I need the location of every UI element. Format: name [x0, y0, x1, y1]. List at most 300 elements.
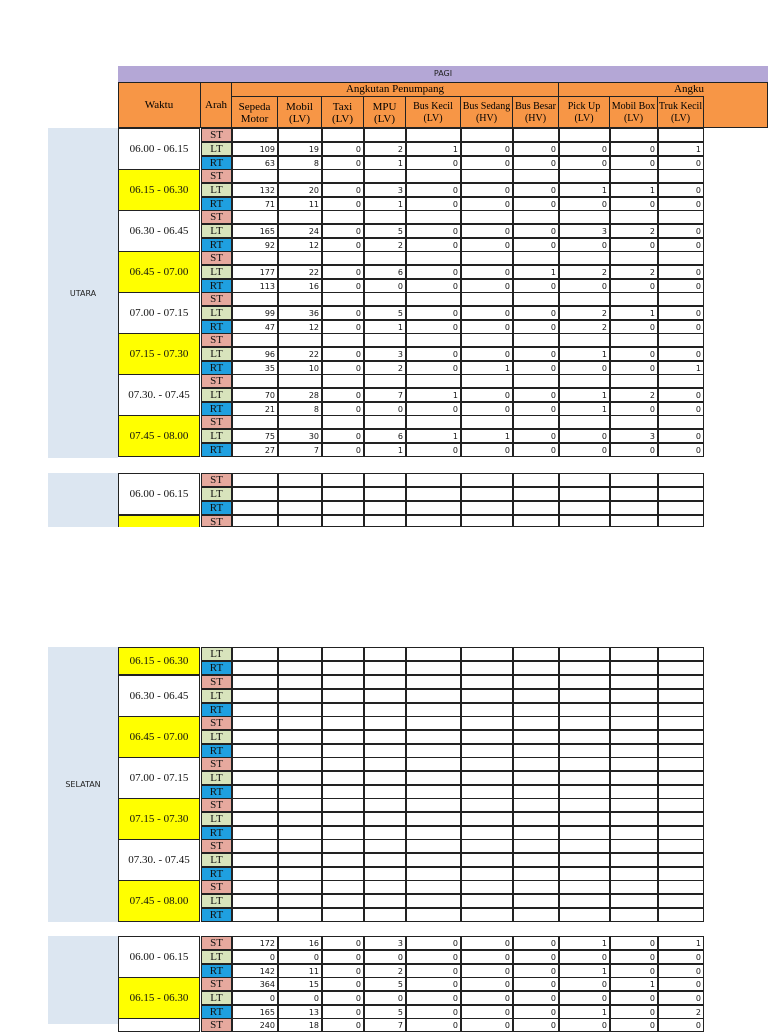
count-cell: 0: [406, 361, 461, 375]
count-cell: [658, 689, 704, 703]
count-cell: [322, 515, 364, 527]
count-cell: 0: [406, 197, 461, 211]
count-cell: [322, 880, 364, 894]
time-slot: 06.30 - 06.45: [118, 210, 200, 252]
count-cell: [513, 894, 559, 908]
count-cell: [364, 716, 406, 730]
count-cell: [278, 333, 322, 347]
time-slot: 06.15 - 06.30: [118, 647, 200, 675]
count-cell: [610, 661, 658, 675]
count-cell: 0: [513, 402, 559, 416]
count-cell: [658, 333, 704, 347]
count-cell: [364, 128, 406, 142]
count-cell: 63: [232, 156, 278, 170]
count-cell: 0: [461, 991, 513, 1005]
count-cell: [461, 894, 513, 908]
count-cell: 0: [610, 320, 658, 334]
count-cell: 177: [232, 265, 278, 279]
count-cell: [232, 333, 278, 347]
count-cell: [461, 292, 513, 306]
time-slot: 07.45 - 08.00: [118, 415, 200, 457]
count-cell: [406, 785, 461, 799]
direction-block-4: [48, 936, 118, 1024]
count-cell: 0: [406, 320, 461, 334]
count-cell: [278, 487, 322, 501]
count-cell: [559, 853, 610, 867]
count-cell: [559, 515, 610, 527]
count-cell: [513, 757, 559, 771]
count-cell: [658, 853, 704, 867]
count-cell: [406, 853, 461, 867]
count-cell: 0: [513, 320, 559, 334]
count-cell: 0: [658, 991, 704, 1005]
count-cell: [364, 798, 406, 812]
count-cell: [278, 716, 322, 730]
count-cell: 0: [322, 388, 364, 402]
count-cell: 0: [322, 950, 364, 964]
count-cell: 70: [232, 388, 278, 402]
count-cell: [559, 210, 610, 224]
count-cell: [610, 867, 658, 881]
count-cell: 0: [658, 964, 704, 978]
count-cell: [513, 251, 559, 265]
count-cell: [278, 210, 322, 224]
count-cell: 0: [322, 197, 364, 211]
count-cell: [364, 210, 406, 224]
time-slot: 07.15 - 07.30: [118, 798, 200, 840]
count-cell: [461, 251, 513, 265]
time-slot: 07.00 - 07.15: [118, 292, 200, 334]
count-cell: [232, 812, 278, 826]
arah-st: ST: [201, 839, 232, 853]
count-cell: [559, 771, 610, 785]
count-cell: 0: [610, 991, 658, 1005]
arah-st: ST: [201, 798, 232, 812]
count-cell: [232, 785, 278, 799]
arah-lt: LT: [201, 265, 232, 279]
count-cell: [322, 908, 364, 922]
count-cell: 0: [658, 156, 704, 170]
count-cell: [559, 473, 610, 487]
count-cell: [364, 839, 406, 853]
count-cell: 20: [278, 183, 322, 197]
count-cell: [658, 785, 704, 799]
count-cell: [610, 333, 658, 347]
count-cell: 2: [610, 265, 658, 279]
time-slot: 07.00 - 07.15: [118, 757, 200, 799]
count-cell: 1: [559, 964, 610, 978]
count-cell: 0: [610, 950, 658, 964]
arah-lt: LT: [201, 894, 232, 908]
count-cell: 0: [658, 443, 704, 457]
count-cell: [406, 716, 461, 730]
count-cell: [322, 473, 364, 487]
count-cell: [513, 716, 559, 730]
arah-lt: LT: [201, 183, 232, 197]
count-cell: [232, 374, 278, 388]
count-cell: [461, 487, 513, 501]
count-cell: [658, 826, 704, 840]
arah-lt: LT: [201, 224, 232, 238]
count-cell: [461, 826, 513, 840]
count-cell: [658, 675, 704, 689]
count-cell: [610, 908, 658, 922]
count-cell: [278, 703, 322, 717]
count-cell: [610, 501, 658, 515]
count-cell: [278, 785, 322, 799]
arah-st: ST: [201, 757, 232, 771]
count-cell: [232, 210, 278, 224]
arah-st: ST: [201, 292, 232, 306]
angkutan-barang-header: Angku: [559, 82, 704, 97]
count-cell: 0: [406, 306, 461, 320]
count-cell: [232, 798, 278, 812]
count-cell: [278, 501, 322, 515]
count-cell: [610, 473, 658, 487]
count-cell: 0: [278, 950, 322, 964]
count-cell: [364, 374, 406, 388]
count-cell: 1: [406, 142, 461, 156]
count-cell: [406, 703, 461, 717]
arah-rt: RT: [201, 908, 232, 922]
count-cell: [232, 647, 278, 661]
count-cell: [559, 374, 610, 388]
count-cell: [513, 853, 559, 867]
arah-st: ST: [201, 169, 232, 183]
count-cell: 10: [278, 361, 322, 375]
arah-rt: RT: [201, 744, 232, 758]
column-header: Bus Sedang (HV): [461, 97, 513, 128]
count-cell: 24: [278, 224, 322, 238]
count-cell: [232, 169, 278, 183]
count-cell: 1: [364, 197, 406, 211]
count-cell: [610, 210, 658, 224]
count-cell: [559, 292, 610, 306]
count-cell: 0: [461, 279, 513, 293]
count-cell: 132: [232, 183, 278, 197]
count-cell: [278, 689, 322, 703]
count-cell: 0: [322, 1005, 364, 1019]
count-cell: [513, 675, 559, 689]
count-cell: [610, 128, 658, 142]
arah-lt: LT: [201, 771, 232, 785]
count-cell: [364, 826, 406, 840]
count-cell: [364, 647, 406, 661]
count-cell: [278, 473, 322, 487]
count-cell: 2: [364, 238, 406, 252]
count-cell: [559, 689, 610, 703]
count-cell: [322, 894, 364, 908]
count-cell: [232, 292, 278, 306]
count-cell: [406, 515, 461, 527]
count-cell: [461, 880, 513, 894]
count-cell: 0: [322, 1018, 364, 1032]
count-cell: [232, 826, 278, 840]
count-cell: [406, 501, 461, 515]
arah-lt: LT: [201, 950, 232, 964]
count-cell: [513, 210, 559, 224]
count-cell: [322, 647, 364, 661]
count-cell: [658, 908, 704, 922]
count-cell: [364, 689, 406, 703]
count-cell: 5: [364, 1005, 406, 1019]
count-cell: 11: [278, 197, 322, 211]
count-cell: 0: [559, 950, 610, 964]
count-cell: [461, 515, 513, 527]
count-cell: 0: [559, 429, 610, 443]
count-cell: [232, 703, 278, 717]
count-cell: [278, 853, 322, 867]
arah-st: ST: [201, 977, 232, 991]
arah-rt: RT: [201, 320, 232, 334]
count-cell: [322, 839, 364, 853]
count-cell: [322, 210, 364, 224]
arah-rt: RT: [201, 197, 232, 211]
count-cell: 0: [406, 402, 461, 416]
count-cell: [559, 839, 610, 853]
count-cell: 15: [278, 977, 322, 991]
count-cell: [513, 867, 559, 881]
count-cell: 0: [406, 1005, 461, 1019]
count-cell: 1: [559, 388, 610, 402]
arah-st: ST: [201, 415, 232, 429]
count-cell: [322, 757, 364, 771]
count-cell: [559, 744, 610, 758]
count-cell: [406, 415, 461, 429]
arah-st: ST: [201, 210, 232, 224]
count-cell: 1: [610, 977, 658, 991]
count-cell: [658, 647, 704, 661]
count-cell: [364, 292, 406, 306]
count-cell: 0: [406, 950, 461, 964]
count-cell: 1: [513, 265, 559, 279]
count-cell: 0: [610, 197, 658, 211]
count-cell: 0: [513, 156, 559, 170]
count-cell: [278, 292, 322, 306]
arah-rt: RT: [201, 1005, 232, 1019]
count-cell: [232, 415, 278, 429]
count-cell: [322, 703, 364, 717]
count-cell: [610, 730, 658, 744]
arah-st: ST: [201, 515, 232, 527]
arah-lt: LT: [201, 347, 232, 361]
count-cell: 0: [322, 279, 364, 293]
count-cell: 16: [278, 936, 322, 950]
count-cell: 0: [513, 306, 559, 320]
count-cell: [406, 333, 461, 347]
count-cell: 5: [364, 224, 406, 238]
count-cell: 12: [278, 238, 322, 252]
arah-rt: RT: [201, 156, 232, 170]
count-cell: [461, 867, 513, 881]
count-cell: 1: [364, 156, 406, 170]
count-cell: 0: [513, 964, 559, 978]
count-cell: [513, 128, 559, 142]
count-cell: [364, 744, 406, 758]
count-cell: 99: [232, 306, 278, 320]
count-cell: 165: [232, 1005, 278, 1019]
count-cell: [232, 128, 278, 142]
count-cell: 30: [278, 429, 322, 443]
count-cell: [406, 757, 461, 771]
count-cell: [610, 785, 658, 799]
count-cell: [406, 744, 461, 758]
count-cell: [559, 908, 610, 922]
count-cell: 0: [658, 224, 704, 238]
arah-lt: LT: [201, 306, 232, 320]
count-cell: [406, 473, 461, 487]
count-cell: [610, 415, 658, 429]
count-cell: [461, 169, 513, 183]
count-cell: 0: [461, 265, 513, 279]
count-cell: [513, 661, 559, 675]
arah-st: ST: [201, 333, 232, 347]
count-cell: [406, 894, 461, 908]
count-cell: [658, 867, 704, 881]
count-cell: [559, 785, 610, 799]
count-cell: [461, 785, 513, 799]
count-cell: [513, 703, 559, 717]
count-cell: [232, 661, 278, 675]
count-cell: [513, 647, 559, 661]
count-cell: [559, 169, 610, 183]
count-cell: 16: [278, 279, 322, 293]
count-cell: 0: [322, 265, 364, 279]
count-cell: [513, 798, 559, 812]
count-cell: [406, 839, 461, 853]
count-cell: [461, 798, 513, 812]
count-cell: 0: [322, 402, 364, 416]
count-cell: [461, 771, 513, 785]
count-cell: 0: [559, 977, 610, 991]
count-cell: 0: [461, 964, 513, 978]
count-cell: 0: [406, 443, 461, 457]
count-cell: [658, 501, 704, 515]
count-cell: [513, 415, 559, 429]
count-cell: [559, 128, 610, 142]
arah-rt: RT: [201, 361, 232, 375]
count-cell: 0: [658, 265, 704, 279]
count-cell: [322, 251, 364, 265]
arah-lt: LT: [201, 142, 232, 156]
time-slot: [118, 515, 200, 527]
time-slot: 06.15 - 06.30: [118, 169, 200, 211]
count-cell: [322, 785, 364, 799]
direction-selatan: SELATAN: [48, 647, 118, 922]
arah-lt: LT: [201, 487, 232, 501]
count-cell: [364, 487, 406, 501]
count-cell: 2: [559, 306, 610, 320]
column-header: Bus Kecil (LV): [406, 97, 461, 128]
count-cell: [406, 251, 461, 265]
count-cell: [610, 515, 658, 527]
count-cell: 0: [559, 991, 610, 1005]
count-cell: [610, 647, 658, 661]
count-cell: [278, 839, 322, 853]
count-cell: 0: [406, 977, 461, 991]
count-cell: [658, 661, 704, 675]
count-cell: 0: [406, 347, 461, 361]
count-cell: [322, 826, 364, 840]
count-cell: [406, 210, 461, 224]
count-cell: [364, 880, 406, 894]
column-header: MPU (LV): [364, 97, 406, 128]
count-cell: [278, 675, 322, 689]
arah-rt: RT: [201, 964, 232, 978]
count-cell: 0: [513, 183, 559, 197]
time-slot: [118, 1018, 200, 1032]
count-cell: [610, 798, 658, 812]
count-cell: [658, 703, 704, 717]
count-cell: 165: [232, 224, 278, 238]
count-cell: [278, 128, 322, 142]
count-cell: [513, 487, 559, 501]
count-cell: 0: [610, 279, 658, 293]
count-cell: [513, 333, 559, 347]
count-cell: 7: [278, 443, 322, 457]
waktu-header: Waktu: [144, 99, 174, 111]
count-cell: 7: [364, 1018, 406, 1032]
count-cell: [364, 894, 406, 908]
count-cell: 1: [364, 320, 406, 334]
count-cell: [513, 812, 559, 826]
count-cell: 0: [610, 936, 658, 950]
count-cell: [610, 703, 658, 717]
pagi-header: PAGI: [118, 66, 768, 82]
count-cell: 2: [364, 964, 406, 978]
count-cell: [278, 771, 322, 785]
count-cell: 0: [610, 361, 658, 375]
count-cell: 0: [513, 429, 559, 443]
count-cell: 0: [658, 197, 704, 211]
count-cell: 0: [513, 224, 559, 238]
arah-st: ST: [201, 936, 232, 950]
count-cell: 2: [364, 142, 406, 156]
time-slot: 07.15 - 07.30: [118, 333, 200, 375]
count-cell: 8: [278, 156, 322, 170]
count-cell: [559, 675, 610, 689]
arah-lt: LT: [201, 429, 232, 443]
count-cell: [322, 128, 364, 142]
count-cell: [232, 867, 278, 881]
count-cell: 92: [232, 238, 278, 252]
count-cell: 0: [559, 279, 610, 293]
count-cell: 1: [610, 306, 658, 320]
count-cell: [364, 730, 406, 744]
count-cell: 0: [513, 279, 559, 293]
arah-lt: LT: [201, 689, 232, 703]
count-cell: [322, 374, 364, 388]
count-cell: [406, 826, 461, 840]
count-cell: [461, 757, 513, 771]
count-cell: 0: [322, 238, 364, 252]
count-cell: 7: [364, 388, 406, 402]
count-cell: [461, 730, 513, 744]
count-cell: [364, 867, 406, 881]
arah-st: ST: [201, 128, 232, 142]
count-cell: [559, 703, 610, 717]
count-cell: 0: [461, 402, 513, 416]
arah-st: ST: [201, 251, 232, 265]
count-cell: [461, 689, 513, 703]
time-slot: 06.45 - 07.00: [118, 716, 200, 758]
count-cell: [364, 515, 406, 527]
count-cell: 0: [559, 156, 610, 170]
count-cell: 240: [232, 1018, 278, 1032]
count-cell: 0: [610, 402, 658, 416]
count-cell: [406, 798, 461, 812]
time-slot: 07.30. - 07.45: [118, 374, 200, 416]
